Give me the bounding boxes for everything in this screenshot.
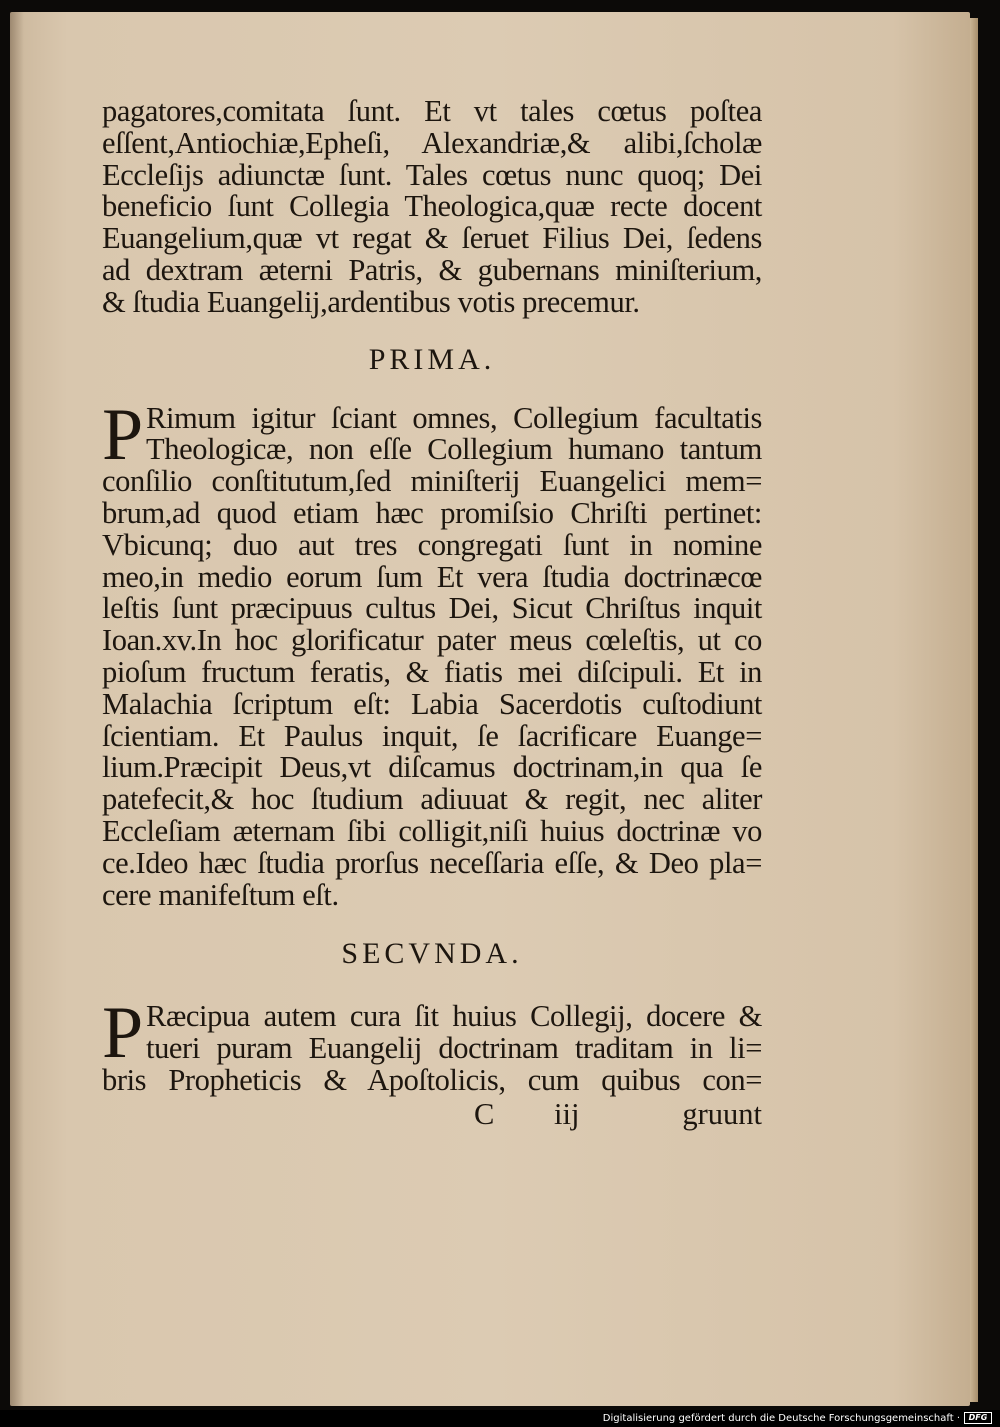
funding-credit: Digitalisierung gefördert durch die Deutsche Forschungsgemeinschaft ·: [602, 1413, 960, 1424]
text-line: leſtis ſunt præcipuus cultus Dei, Sicut Chriſtus inquit: [102, 591, 762, 626]
drop-cap: P: [102, 992, 144, 1075]
text-line: cere manifeſtum eſt.: [102, 877, 339, 912]
text-line: meo,in medio eorum ſum Et vera ſtudia doctrinæcœ: [102, 559, 762, 594]
text-line: bris Propheticis & Apoſtolicis, cum quibus con=: [102, 1062, 762, 1097]
text-line: pioſum fructum feratis, & fiatis mei diſcipuli. Et in: [102, 654, 762, 689]
text-line: Ræcipua autem cura ſit huius Collegij, docere &: [146, 999, 762, 1034]
text-line: Euangelium,quæ vt regat & ſeruet Filius Dei, ſedens: [102, 221, 762, 256]
text-line: & ſtudia Euangelij,ardentibus votis precemur.: [102, 284, 640, 319]
text-line: Eccleſijs adiunctæ ſunt. Tales cœtus nunc quoq; Dei: [102, 157, 762, 192]
text-line: Theologicæ, non eſſe Collegium humano tantum: [146, 432, 762, 467]
text-line: brum,ad quod etiam hæc promiſsio Chriſti pertinet:: [102, 495, 762, 530]
text-line: Eccleſiam æternam ſibi colligit,niſi huius doctrinæ vo: [102, 813, 762, 848]
section-heading-prima: PRIMA.: [368, 342, 496, 376]
text-line: Vbicunq; duo aut tres congregati ſunt in nomine: [102, 527, 762, 562]
signature-mark: C: [474, 1096, 495, 1131]
text-line: patefecit,& hoc ſtudium adiuuat & regit, nec aliter: [102, 782, 762, 817]
section-1-paragraph: [102, 393, 782, 912]
text-line: Ioan.xv.In hoc glorificatur pater meus cœleſtis, ut co: [102, 623, 762, 658]
text-line: Malachia ſcriptum eſt: Labia Sacerdotis cuſtodiunt: [102, 686, 762, 721]
section-heading-secunda: SECVNDA.: [341, 937, 523, 971]
page-text-block: [102, 96, 782, 1131]
section-2-paragraph: [102, 992, 782, 1097]
text-line: pagatores,comitata ſunt. Et vt tales cœtus poſtea: [102, 94, 762, 128]
text-line: Rimum igitur ſciant omnes, Collegium facultatis: [146, 400, 762, 435]
text-line: tueri puram Euangelij doctrinam traditam in li=: [146, 1031, 762, 1066]
gutter-shadow: [10, 12, 24, 1406]
intro-paragraph: [102, 96, 782, 319]
drop-cap: P: [102, 393, 144, 476]
text-line: ſcientiam. Et Paulus inquit, ſe ſacrificare Euange=: [102, 718, 762, 753]
text-line: beneficio ſunt Collegia Theologica,quæ recte docent: [102, 189, 762, 224]
text-line: ce.Ideo hæc ſtudia prorſus neceſſaria eſſe, & Deo pla=: [102, 845, 762, 880]
text-line: eſſent,Antiochiæ,Epheſi, Alexandriæ,& alibi,ſcholæ: [102, 125, 762, 160]
dfg-logo: DFG: [964, 1412, 992, 1424]
text-line: ad dextram æterni Patris, & gubernans miniſterium,: [102, 252, 762, 287]
signature-number: iij: [554, 1096, 580, 1131]
text-line: lium.Præcipit Deus,vt diſcamus doctrinam,in qua ſe: [102, 750, 762, 785]
text-line: conſilio conſtitutum,ſed miniſterij Euangelici mem=: [102, 464, 762, 499]
catchword: gruunt: [682, 1096, 762, 1131]
catchline: [102, 1097, 762, 1131]
